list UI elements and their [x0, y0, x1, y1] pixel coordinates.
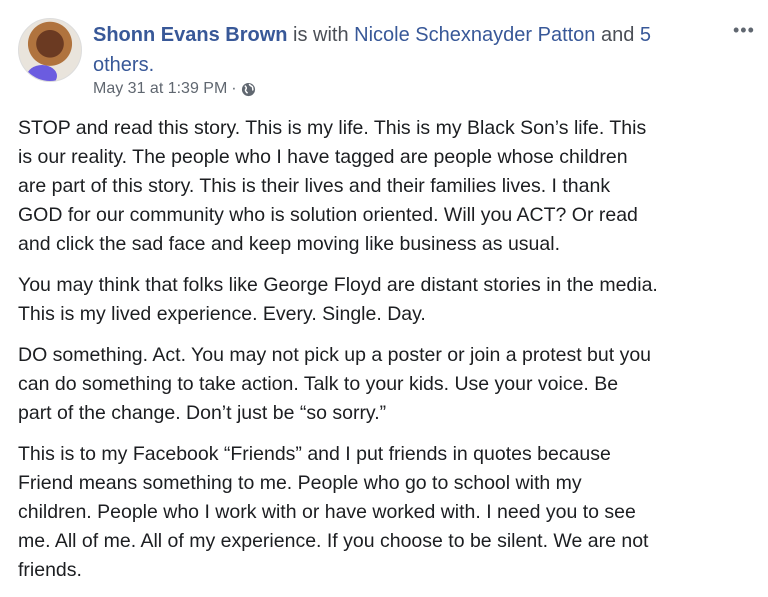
post-meta: [93, 80, 256, 98]
post-header: [93, 20, 713, 80]
post-paragraph: [18, 440, 658, 585]
separator: ·: [231, 80, 237, 97]
paragraph-line: can do something to take action. Talk to your kids. Use your voice. Be: [18, 373, 619, 395]
globe-icon[interactable]: [241, 82, 256, 97]
with-text: is with: [293, 24, 349, 46]
paragraph-line: are part of this story. This is their lives and their families lives. I thank: [18, 175, 611, 197]
post-paragraph: [18, 271, 658, 329]
post-paragraph: [18, 341, 658, 428]
paragraph-line: STOP and read this story. This is my life. This is my Black Son’s life. This: [18, 117, 647, 139]
paragraph-line: DO something. Act. You may not pick up a poster or join a protest but you: [18, 344, 652, 366]
paragraph-line: is our reality. The people who I have tagged are people whose children: [18, 146, 628, 168]
paragraph-line: GOD for our community who is solution oriented. Will you ACT? Or read: [18, 204, 638, 226]
and-text: and: [600, 24, 635, 46]
more-options-icon[interactable]: •••: [733, 20, 755, 40]
post-paragraph: [18, 114, 658, 259]
paragraph-line: This is to my Facebook “Friends” and I put friends in quotes because: [18, 443, 611, 465]
paragraph-line: children. People who I work with or have worked with. I need you to see: [18, 501, 636, 523]
paragraph-line: friends.: [18, 559, 82, 581]
avatar-image-detail: [27, 65, 57, 82]
paragraph-line: me. All of me. All of my experience. If you choose to be silent. We are not: [18, 530, 649, 552]
post-body: [18, 114, 658, 597]
author-name-link[interactable]: Shonn Evans Brown: [93, 24, 288, 46]
tagged-person-link[interactable]: Nicole Schexnayder Patton: [354, 24, 596, 46]
paragraph-line: and click the sad face and keep moving like business as usual.: [18, 233, 560, 255]
others-link[interactable]: 5 others.: [93, 24, 652, 76]
timestamp-link[interactable]: May 31 at 1:39 PM: [93, 80, 228, 97]
paragraph-line: You may think that folks like George Floyd are distant stories in the media.: [18, 274, 658, 296]
author-avatar[interactable]: [18, 18, 82, 82]
paragraph-line: Friend means something to me. People who go to school with my: [18, 472, 582, 494]
paragraph-line: This is my lived experience. Every. Single. Day.: [18, 303, 426, 325]
paragraph-line: part of the change. Don’t just be “so sorry.”: [18, 402, 387, 424]
